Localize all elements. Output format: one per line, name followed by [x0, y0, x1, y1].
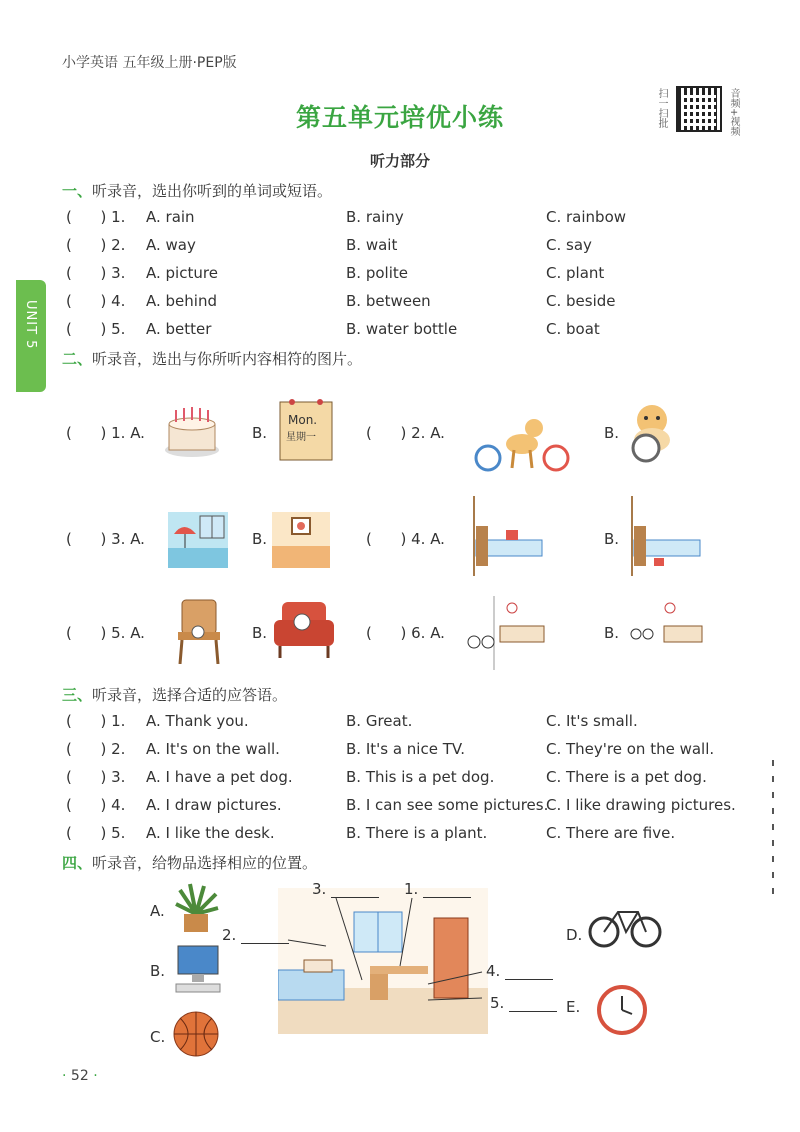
s1-item-option-c: C. plant: [546, 264, 605, 282]
s1-item-option-a: A. better: [146, 320, 212, 338]
s1-item-option-a: A. rain: [146, 208, 195, 226]
s3-item-option-c: C. It's small.: [546, 712, 638, 730]
s3-item-number: 5.: [111, 824, 126, 842]
qr-side-right: 音频+视频: [728, 88, 739, 137]
s2-item-5: ( ) 5. A.: [66, 624, 145, 642]
s3-item-number: 2.: [111, 740, 126, 758]
s1-item-option-b: B. wait: [346, 236, 398, 254]
section1-number: 一、: [62, 182, 93, 200]
s3-item-option-b: B. There is a plant.: [346, 824, 488, 842]
bicycle-icon: [588, 898, 662, 950]
s3-item-option-c: C. There is a pet dog.: [546, 768, 707, 786]
section1-text: 听录音，选出你听到的单词或短语。: [92, 182, 333, 200]
s3-item-option-a: A. I draw pictures.: [146, 796, 282, 814]
s1-item-answer-paren[interactable]: ( ) 3.: [66, 264, 126, 282]
room-bike-a-icon: [466, 596, 548, 670]
s3-item-answer-paren[interactable]: ( ) 3.: [66, 768, 126, 786]
blank-1[interactable]: 1.: [404, 880, 471, 898]
s1-item-option-c: C. beside: [546, 292, 616, 310]
s2-item-2: ( ) 2. A.: [366, 424, 445, 442]
section2-heading: [62, 348, 362, 369]
cut-line: [772, 760, 774, 900]
section4-number: 四、: [62, 854, 93, 872]
section1-heading: [62, 180, 332, 201]
section4-text: 听录音，给物品选择相应的位置。: [92, 854, 318, 872]
s3-item-option-b: B. This is a pet dog.: [346, 768, 495, 786]
s1-item-answer-paren[interactable]: ( ) 4.: [66, 292, 126, 310]
blank-5[interactable]: 5.: [490, 994, 557, 1012]
s2-item-6: ( ) 6. A.: [366, 624, 445, 642]
unit-tab-label: UNIT 5: [23, 300, 38, 350]
s1-item-option-b: B. polite: [346, 264, 408, 282]
armchair-clock-icon: [272, 598, 336, 662]
s3-item-answer-paren[interactable]: ( ) 2.: [66, 740, 126, 758]
s1-item-option-a: A. behind: [146, 292, 217, 310]
s1-item-option-c: C. boat: [546, 320, 600, 338]
section3-number: 三、: [62, 686, 93, 704]
calendar-top: Mon.: [288, 413, 318, 427]
s3-item-number: 3.: [111, 768, 126, 786]
s1-item-number: 4.: [111, 292, 126, 310]
section3-heading: [62, 684, 287, 705]
s2-item-3-b: B.: [252, 530, 268, 548]
s1-item-number: 5.: [111, 320, 126, 338]
plant-icon: [170, 880, 222, 936]
option-b-label: B.: [150, 962, 166, 980]
s3-item-answer-paren[interactable]: ( ) 1.: [66, 712, 126, 730]
s3-item-option-c: C. I like drawing pictures.: [546, 796, 736, 814]
s1-item-answer-paren[interactable]: ( ) 1.: [66, 208, 126, 226]
bedroom-scene-icon: [278, 888, 488, 1034]
s3-item-option-b: B. It's a nice TV.: [346, 740, 465, 758]
s2-item-6-b: B.: [604, 624, 620, 642]
s1-item-option-b: B. water bottle: [346, 320, 458, 338]
s3-item-option-c: C. They're on the wall.: [546, 740, 715, 758]
option-e-label: E.: [566, 998, 581, 1016]
qr-code-icon[interactable]: [676, 86, 722, 132]
s3-item-option-b: B. Great.: [346, 712, 413, 730]
birthday-cake-icon: [162, 400, 222, 460]
blank-4[interactable]: 4.: [486, 962, 553, 980]
page-title: 第五单元培优小练: [295, 103, 504, 132]
qr-side-left: 扫一扫批: [656, 88, 667, 128]
dog-between-balls-icon: [472, 408, 572, 472]
dog-behind-ball-icon: [622, 396, 688, 464]
blank-2[interactable]: 2.: [222, 926, 289, 944]
section2-number: 二、: [62, 350, 93, 368]
section3-text: 听录音，选择合适的应答语。: [92, 686, 288, 704]
s3-item-option-a: A. I have a pet dog.: [146, 768, 293, 786]
blank-3[interactable]: 3.: [312, 880, 379, 898]
room-bike-b-icon: [624, 596, 706, 670]
picture-wall-icon: [272, 512, 330, 568]
s1-item-option-c: C. say: [546, 236, 592, 254]
s3-item-option-c: C. There are five.: [546, 824, 676, 842]
option-c-label: C.: [150, 1028, 166, 1046]
s1-item-number: 3.: [111, 264, 126, 282]
clock-icon: [596, 984, 648, 1036]
s2-item-2-b: B.: [604, 424, 620, 442]
s3-item-option-a: A. I like the desk.: [146, 824, 275, 842]
s3-item-option-a: A. Thank you.: [146, 712, 249, 730]
s2-item-5-b: B.: [252, 624, 268, 642]
unit-tab: [16, 280, 46, 392]
section2-text: 听录音，选出与你所听内容相符的图片。: [92, 350, 363, 368]
s1-item-option-b: B. between: [346, 292, 431, 310]
s3-item-number: 1.: [111, 712, 126, 730]
s1-item-answer-paren[interactable]: ( ) 2.: [66, 236, 126, 254]
s2-item-4-b: B.: [604, 530, 620, 548]
umbrella-room-icon: [168, 512, 228, 568]
s1-item-number: 2.: [111, 236, 126, 254]
s3-item-number: 4.: [111, 796, 126, 814]
basketball-icon: [172, 1010, 220, 1058]
chair-clock-icon: [170, 598, 228, 664]
s1-item-option-c: C. rainbow: [546, 208, 627, 226]
bed-with-item-b-icon: [624, 496, 704, 576]
s1-item-option-b: B. rainy: [346, 208, 404, 226]
s2-item-1: ( ) 1. A.: [66, 424, 145, 442]
calendar-bottom: 星期一: [286, 432, 316, 443]
s3-item-option-b: B. I can see some pictures.: [346, 796, 549, 814]
s2-item-3: ( ) 3. A.: [66, 530, 145, 548]
s3-item-answer-paren[interactable]: ( ) 5.: [66, 824, 126, 842]
s1-item-number: 1.: [111, 208, 126, 226]
s3-item-option-a: A. It's on the wall.: [146, 740, 280, 758]
option-a-label: A.: [150, 902, 165, 920]
calendar-icon: [274, 396, 338, 464]
section4-heading: [62, 852, 317, 873]
computer-icon: [172, 944, 224, 998]
section-subtitle: 听力部分: [369, 152, 430, 170]
s2-item-1-b: B.: [252, 424, 268, 442]
s2-item-4: ( ) 4. A.: [366, 530, 445, 548]
page-number: · 52 ·: [62, 1068, 98, 1084]
s1-item-option-a: A. picture: [146, 264, 218, 282]
bed-with-item-a-icon: [466, 496, 546, 576]
s3-item-answer-paren[interactable]: ( ) 4.: [66, 796, 126, 814]
book-header: 小学英语 五年级上册·PEP版: [62, 55, 237, 71]
s1-item-answer-paren[interactable]: ( ) 5.: [66, 320, 126, 338]
option-d-label: D.: [566, 926, 583, 944]
s1-item-option-a: A. way: [146, 236, 196, 254]
